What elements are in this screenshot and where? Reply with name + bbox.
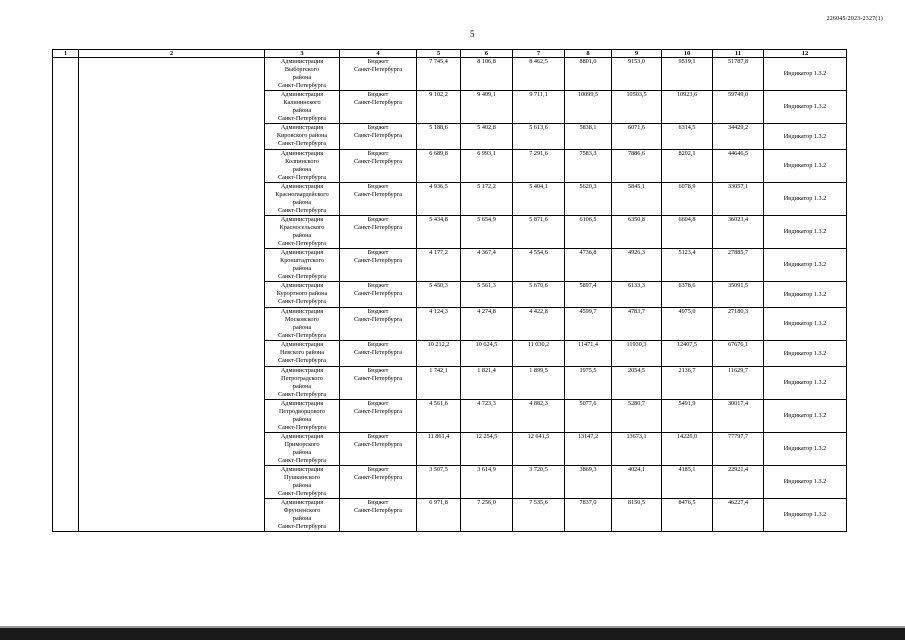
funding-source-line: Бюджет: [367, 58, 389, 65]
organization-line: Администрация: [280, 124, 324, 131]
funding-source-cell: [340, 400, 417, 433]
value-cell-v10: 14220,0: [662, 433, 713, 466]
indicator-cell: Индикатор 1.3.2: [764, 58, 847, 91]
column-number-3: 3: [265, 50, 340, 58]
indicator-cell: Индикатор 1.3.2: [764, 400, 847, 433]
column-number-12: 12: [764, 50, 847, 58]
value-cell-v8: 7583,3: [565, 150, 612, 183]
organization-line: Красногвардейского: [275, 191, 329, 198]
value-cell-v7: 5 871,6: [513, 216, 565, 249]
organization-line: Администрация: [280, 58, 324, 65]
indicator-cell: Индикатор 1.3.2: [764, 282, 847, 308]
organization-cell: [265, 341, 340, 367]
value-cell-v7: 5 613,6: [513, 124, 565, 150]
value-cell-v5: 9 102,2: [417, 91, 461, 124]
funding-source-line: Бюджет: [367, 433, 389, 440]
value-cell-v11: 11629,7: [713, 367, 764, 400]
funding-source-line: Санкт-Петербурга: [353, 99, 403, 106]
value-cell-v6: 5 561,3: [461, 282, 513, 308]
value-cell-v10: 6314,5: [662, 124, 713, 150]
value-cell-v8: 4736,8: [565, 249, 612, 282]
value-cell-v10: 5491,9: [662, 400, 713, 433]
budget-table: [52, 49, 847, 532]
funding-source-cell: [340, 308, 417, 341]
column-number-7: 7: [513, 50, 565, 58]
organization-line: Санкт-Петербурга: [277, 207, 327, 214]
organization-line: Санкт-Петербурга: [277, 82, 327, 89]
organization-line: района: [292, 482, 312, 489]
organization-cell: [265, 466, 340, 499]
value-cell-v11: 22921,4: [713, 466, 764, 499]
value-cell-v5: 6 971,8: [417, 499, 461, 532]
value-cell-v5: 11 861,4: [417, 433, 461, 466]
value-cell-v11: 46227,4: [713, 499, 764, 532]
organization-line: Администрация: [280, 308, 324, 315]
value-cell-v10: 4185,1: [662, 466, 713, 499]
value-cell-v5: 4 561,6: [417, 400, 461, 433]
organization-line: Администрация: [280, 466, 324, 473]
organization-line: Администрация: [280, 499, 324, 506]
funding-source-cell: [340, 249, 417, 282]
value-cell-v9: 9153,0: [612, 58, 662, 91]
organization-line: Санкт-Петербурга: [277, 240, 327, 247]
value-cell-v7: 5 404,1: [513, 183, 565, 216]
funding-source-line: Бюджет: [367, 367, 389, 374]
organization-line: Санкт-Петербурга: [277, 391, 327, 398]
value-cell-v11: 51787,8: [713, 58, 764, 91]
value-cell-v8: 11471,4: [565, 341, 612, 367]
organization-line: Санкт-Петербурга: [277, 523, 327, 530]
value-cell-v9: 5845,1: [612, 183, 662, 216]
funding-source-line: Бюджет: [367, 249, 389, 256]
indicator-cell: Индикатор 1.3.2: [764, 433, 847, 466]
organization-line: Пушкинского: [284, 474, 320, 481]
value-cell-v11: 36023,4: [713, 216, 764, 249]
value-cell-v6: 5 654,9: [461, 216, 513, 249]
funding-source-line: Бюджет: [367, 282, 389, 289]
scan-bottom-border: [0, 628, 905, 640]
organization-cell: [265, 124, 340, 150]
value-cell-v11: 30017,4: [713, 400, 764, 433]
value-cell-v9: 5280,7: [612, 400, 662, 433]
column-number-9: 9: [612, 50, 662, 58]
column-number-4: 4: [340, 50, 417, 58]
value-cell-v7: 4 882,3: [513, 400, 565, 433]
value-cell-v5: 10 212,2: [417, 341, 461, 367]
organization-line: Администрация: [280, 367, 324, 374]
indicator-cell: Индикатор 1.3.2: [764, 499, 847, 532]
value-cell-v5: 4 124,3: [417, 308, 461, 341]
value-cell-v7: 4 422,8: [513, 308, 565, 341]
organization-line: Администрация: [280, 150, 324, 157]
value-cell-v9: 6071,6: [612, 124, 662, 150]
indicator-cell: Индикатор 1.3.2: [764, 466, 847, 499]
value-cell-v7: 8 462,5: [513, 58, 565, 91]
funding-source-cell: [340, 282, 417, 308]
organization-line: Администрация: [280, 91, 324, 98]
funding-source-line: Санкт-Петербурга: [353, 290, 403, 297]
funding-source-line: Бюджет: [367, 341, 389, 348]
column-number-11: 11: [713, 50, 764, 58]
value-cell-v11: 27885,7: [713, 249, 764, 282]
value-cell-v6: 9 409,1: [461, 91, 513, 124]
funding-source-line: Бюджет: [367, 400, 389, 407]
column-number-5: 5: [417, 50, 461, 58]
value-cell-v10: 6078,9: [662, 183, 713, 216]
value-cell-v5: 6 689,8: [417, 150, 461, 183]
value-cell-v9: 8150,5: [612, 499, 662, 532]
organization-line: Администрация: [280, 400, 324, 407]
organization-line: Кировского района: [276, 132, 328, 139]
organization-line: Московского: [284, 316, 320, 323]
organization-line: Санкт-Петербурга: [277, 115, 327, 122]
funding-source-cell: [340, 91, 417, 124]
organization-line: Приморского: [284, 441, 320, 448]
value-cell-v5: 4 177,2: [417, 249, 461, 282]
page-number: 5: [470, 29, 475, 39]
funding-source-cell: [340, 367, 417, 400]
value-cell-v9: 7886,6: [612, 150, 662, 183]
value-cell-v11: 44646,5: [713, 150, 764, 183]
value-cell-v7: 4 554,6: [513, 249, 565, 282]
value-cell-v7: 5 670,6: [513, 282, 565, 308]
value-cell-v7: 1 899,5: [513, 367, 565, 400]
organization-line: Администрация: [280, 282, 324, 289]
value-cell-v8: 5620,3: [565, 183, 612, 216]
value-cell-v10: 9519,1: [662, 58, 713, 91]
value-cell-v6: 4 723,3: [461, 400, 513, 433]
organization-line: района: [292, 166, 312, 173]
value-cell-v8: 10099,5: [565, 91, 612, 124]
organization-line: района: [292, 74, 312, 81]
value-cell-v6: 7 256,0: [461, 499, 513, 532]
value-cell-v5: 5 188,6: [417, 124, 461, 150]
value-cell-v9: 4783,7: [612, 308, 662, 341]
funding-source-line: Бюджет: [367, 308, 389, 315]
value-cell-v10: 4975,0: [662, 308, 713, 341]
value-cell-v11: 33057,1: [713, 183, 764, 216]
value-cell-v5: 4 936,5: [417, 183, 461, 216]
organization-line: Администрация: [280, 341, 324, 348]
organization-line: Администрация: [280, 216, 324, 223]
value-cell-v6: 4 274,8: [461, 308, 513, 341]
value-cell-v9: 10503,5: [612, 91, 662, 124]
value-cell-v9: 6133,3: [612, 282, 662, 308]
table-row: [53, 58, 847, 91]
organization-cell: [265, 58, 340, 91]
funding-source-line: Бюджет: [367, 91, 389, 98]
document-id: 226045/2023-2327(1): [826, 16, 883, 22]
value-cell-v11: 59749,0: [713, 91, 764, 124]
organization-line: Администрация: [280, 433, 324, 440]
organization-line: Красносельского: [279, 224, 325, 231]
organization-line: района: [292, 324, 312, 331]
organization-line: Калининского: [283, 99, 321, 106]
funding-source-line: Санкт-Петербурга: [353, 66, 403, 73]
organization-cell: [265, 216, 340, 249]
value-cell-v8: 13147,2: [565, 433, 612, 466]
organization-line: Санкт-Петербурга: [277, 140, 327, 147]
funding-source-cell: [340, 466, 417, 499]
value-cell-v9: 6350,8: [612, 216, 662, 249]
indicator-cell: Индикатор 1.3.2: [764, 183, 847, 216]
organization-cell: [265, 150, 340, 183]
funding-source-line: Санкт-Петербурга: [353, 441, 403, 448]
funding-source-line: Санкт-Петербурга: [353, 349, 403, 356]
column-number-1: 1: [53, 50, 79, 58]
value-cell-v11: 67676,1: [713, 341, 764, 367]
column-number-8: 8: [565, 50, 612, 58]
funding-source-line: Бюджет: [367, 216, 389, 223]
organization-line: Фрунзенского: [283, 507, 321, 514]
funding-source-line: Бюджет: [367, 150, 389, 157]
value-cell-v7: 7 291,6: [513, 150, 565, 183]
organization-line: Выборгского: [284, 66, 320, 73]
funding-source-line: Санкт-Петербурга: [353, 158, 403, 165]
funding-source-cell: [340, 499, 417, 532]
value-cell-v11: 27180,3: [713, 308, 764, 341]
value-cell-v8: 7837,0: [565, 499, 612, 532]
organization-cell: [265, 183, 340, 216]
value-cell-v8: 5897,4: [565, 282, 612, 308]
organization-line: Санкт-Петербурга: [277, 273, 327, 280]
indicator-cell: Индикатор 1.3.2: [764, 308, 847, 341]
value-cell-v10: 5123,4: [662, 249, 713, 282]
organization-line: Санкт-Петербурга: [277, 424, 327, 431]
organization-cell: [265, 499, 340, 532]
value-cell-v8: 8801,0: [565, 58, 612, 91]
funding-source-line: Санкт-Петербурга: [353, 507, 403, 514]
value-cell-v5: 1 742,1: [417, 367, 461, 400]
funding-source-cell: [340, 150, 417, 183]
organization-cell: [265, 308, 340, 341]
value-cell-v7: 9 711,1: [513, 91, 565, 124]
value-cell-v8: 1975,5: [565, 367, 612, 400]
value-cell-v5: 3 507,5: [417, 466, 461, 499]
value-cell-v9: 2054,5: [612, 367, 662, 400]
value-cell-v6: 8 106,8: [461, 58, 513, 91]
col1-cell: [53, 58, 79, 532]
funding-source-line: Санкт-Петербурга: [353, 257, 403, 264]
organization-cell: [265, 249, 340, 282]
organization-line: Администрация: [280, 249, 324, 256]
organization-cell: [265, 91, 340, 124]
value-cell-v11: 34429,2: [713, 124, 764, 150]
value-cell-v9: 4024,1: [612, 466, 662, 499]
value-cell-v8: 6106,5: [565, 216, 612, 249]
organization-line: Санкт-Петербурга: [277, 332, 327, 339]
value-cell-v6: 12 254,5: [461, 433, 513, 466]
value-cell-v10: 10923,6: [662, 91, 713, 124]
indicator-cell: Индикатор 1.3.2: [764, 216, 847, 249]
value-cell-v8: 4599,7: [565, 308, 612, 341]
organization-line: Невского района: [280, 349, 324, 356]
value-cell-v6: 10 624,5: [461, 341, 513, 367]
value-cell-v9: 11930,3: [612, 341, 662, 367]
value-cell-v10: 6378,6: [662, 282, 713, 308]
indicator-cell: Индикатор 1.3.2: [764, 249, 847, 282]
col2-cell: [79, 58, 265, 532]
organization-line: Петроградского: [281, 375, 323, 382]
organization-cell: [265, 400, 340, 433]
value-cell-v8: 5077,6: [565, 400, 612, 433]
indicator-cell: Индикатор 1.3.2: [764, 341, 847, 367]
organization-line: Курортного района: [276, 290, 328, 297]
organization-line: района: [292, 232, 312, 239]
organization-line: Санкт-Петербурга: [277, 174, 327, 181]
value-cell-v9: 4926,3: [612, 249, 662, 282]
organization-line: района: [292, 107, 312, 114]
organization-line: района: [292, 449, 312, 456]
funding-source-line: Бюджет: [367, 124, 389, 131]
funding-source-cell: [340, 216, 417, 249]
value-cell-v8: 3869,3: [565, 466, 612, 499]
value-cell-v7: 12 641,5: [513, 433, 565, 466]
value-cell-v5: 5 450,3: [417, 282, 461, 308]
value-cell-v10: 12407,5: [662, 341, 713, 367]
funding-source-line: Санкт-Петербурга: [353, 316, 403, 323]
value-cell-v10: 6604,8: [662, 216, 713, 249]
funding-source-cell: [340, 183, 417, 216]
organization-line: Санкт-Петербурга: [277, 298, 327, 305]
value-cell-v6: 5 402,8: [461, 124, 513, 150]
organization-line: Санкт-Петербурга: [277, 357, 327, 364]
organization-line: района: [292, 515, 312, 522]
value-cell-v10: 2136,7: [662, 367, 713, 400]
organization-cell: [265, 433, 340, 466]
value-cell-v11: 35091,5: [713, 282, 764, 308]
funding-source-line: Бюджет: [367, 183, 389, 190]
funding-source-line: Санкт-Петербурга: [353, 474, 403, 481]
funding-source-cell: [340, 433, 417, 466]
indicator-cell: Индикатор 1.3.2: [764, 91, 847, 124]
organization-cell: [265, 282, 340, 308]
funding-source-line: Санкт-Петербурга: [353, 224, 403, 231]
organization-line: района: [292, 265, 312, 272]
value-cell-v6: 4 367,4: [461, 249, 513, 282]
funding-source-line: Санкт-Петербурга: [353, 132, 403, 139]
funding-source-line: Бюджет: [367, 499, 389, 506]
organization-line: района: [292, 416, 312, 423]
funding-source-line: Санкт-Петербурга: [353, 375, 403, 382]
value-cell-v10: 8476,5: [662, 499, 713, 532]
column-number-6: 6: [461, 50, 513, 58]
column-number-2: 2: [79, 50, 265, 58]
value-cell-v6: 6 993,1: [461, 150, 513, 183]
funding-source-line: Санкт-Петербурга: [353, 408, 403, 415]
indicator-cell: Индикатор 1.3.2: [764, 367, 847, 400]
value-cell-v6: 3 614,9: [461, 466, 513, 499]
column-number-row: [53, 50, 847, 58]
organization-line: Санкт-Петербурга: [277, 457, 327, 464]
value-cell-v6: 5 172,2: [461, 183, 513, 216]
funding-source-cell: [340, 58, 417, 91]
column-number-10: 10: [662, 50, 713, 58]
funding-source-cell: [340, 341, 417, 367]
organization-line: Кронштадтского: [280, 257, 324, 264]
value-cell-v6: 1 821,4: [461, 367, 513, 400]
value-cell-v8: 5838,1: [565, 124, 612, 150]
value-cell-v11: 77797,7: [713, 433, 764, 466]
value-cell-v7: 3 720,5: [513, 466, 565, 499]
organization-line: Санкт-Петербурга: [277, 490, 327, 497]
organization-line: района: [292, 383, 312, 390]
organization-cell: [265, 367, 340, 400]
organization-line: района: [292, 199, 312, 206]
indicator-cell: Индикатор 1.3.2: [764, 124, 847, 150]
value-cell-v5: 5 434,8: [417, 216, 461, 249]
value-cell-v7: 11 030,2: [513, 341, 565, 367]
funding-source-line: Бюджет: [367, 466, 389, 473]
organization-line: Администрация: [280, 183, 324, 190]
value-cell-v9: 13673,1: [612, 433, 662, 466]
value-cell-v10: 8202,1: [662, 150, 713, 183]
organization-line: Петродворцового: [278, 408, 326, 415]
value-cell-v7: 7 535,6: [513, 499, 565, 532]
organization-line: Колпинского: [285, 158, 319, 165]
funding-source-cell: [340, 124, 417, 150]
indicator-cell: Индикатор 1.3.2: [764, 150, 847, 183]
funding-source-line: Санкт-Петербурга: [353, 191, 403, 198]
value-cell-v5: 7 745,4: [417, 58, 461, 91]
